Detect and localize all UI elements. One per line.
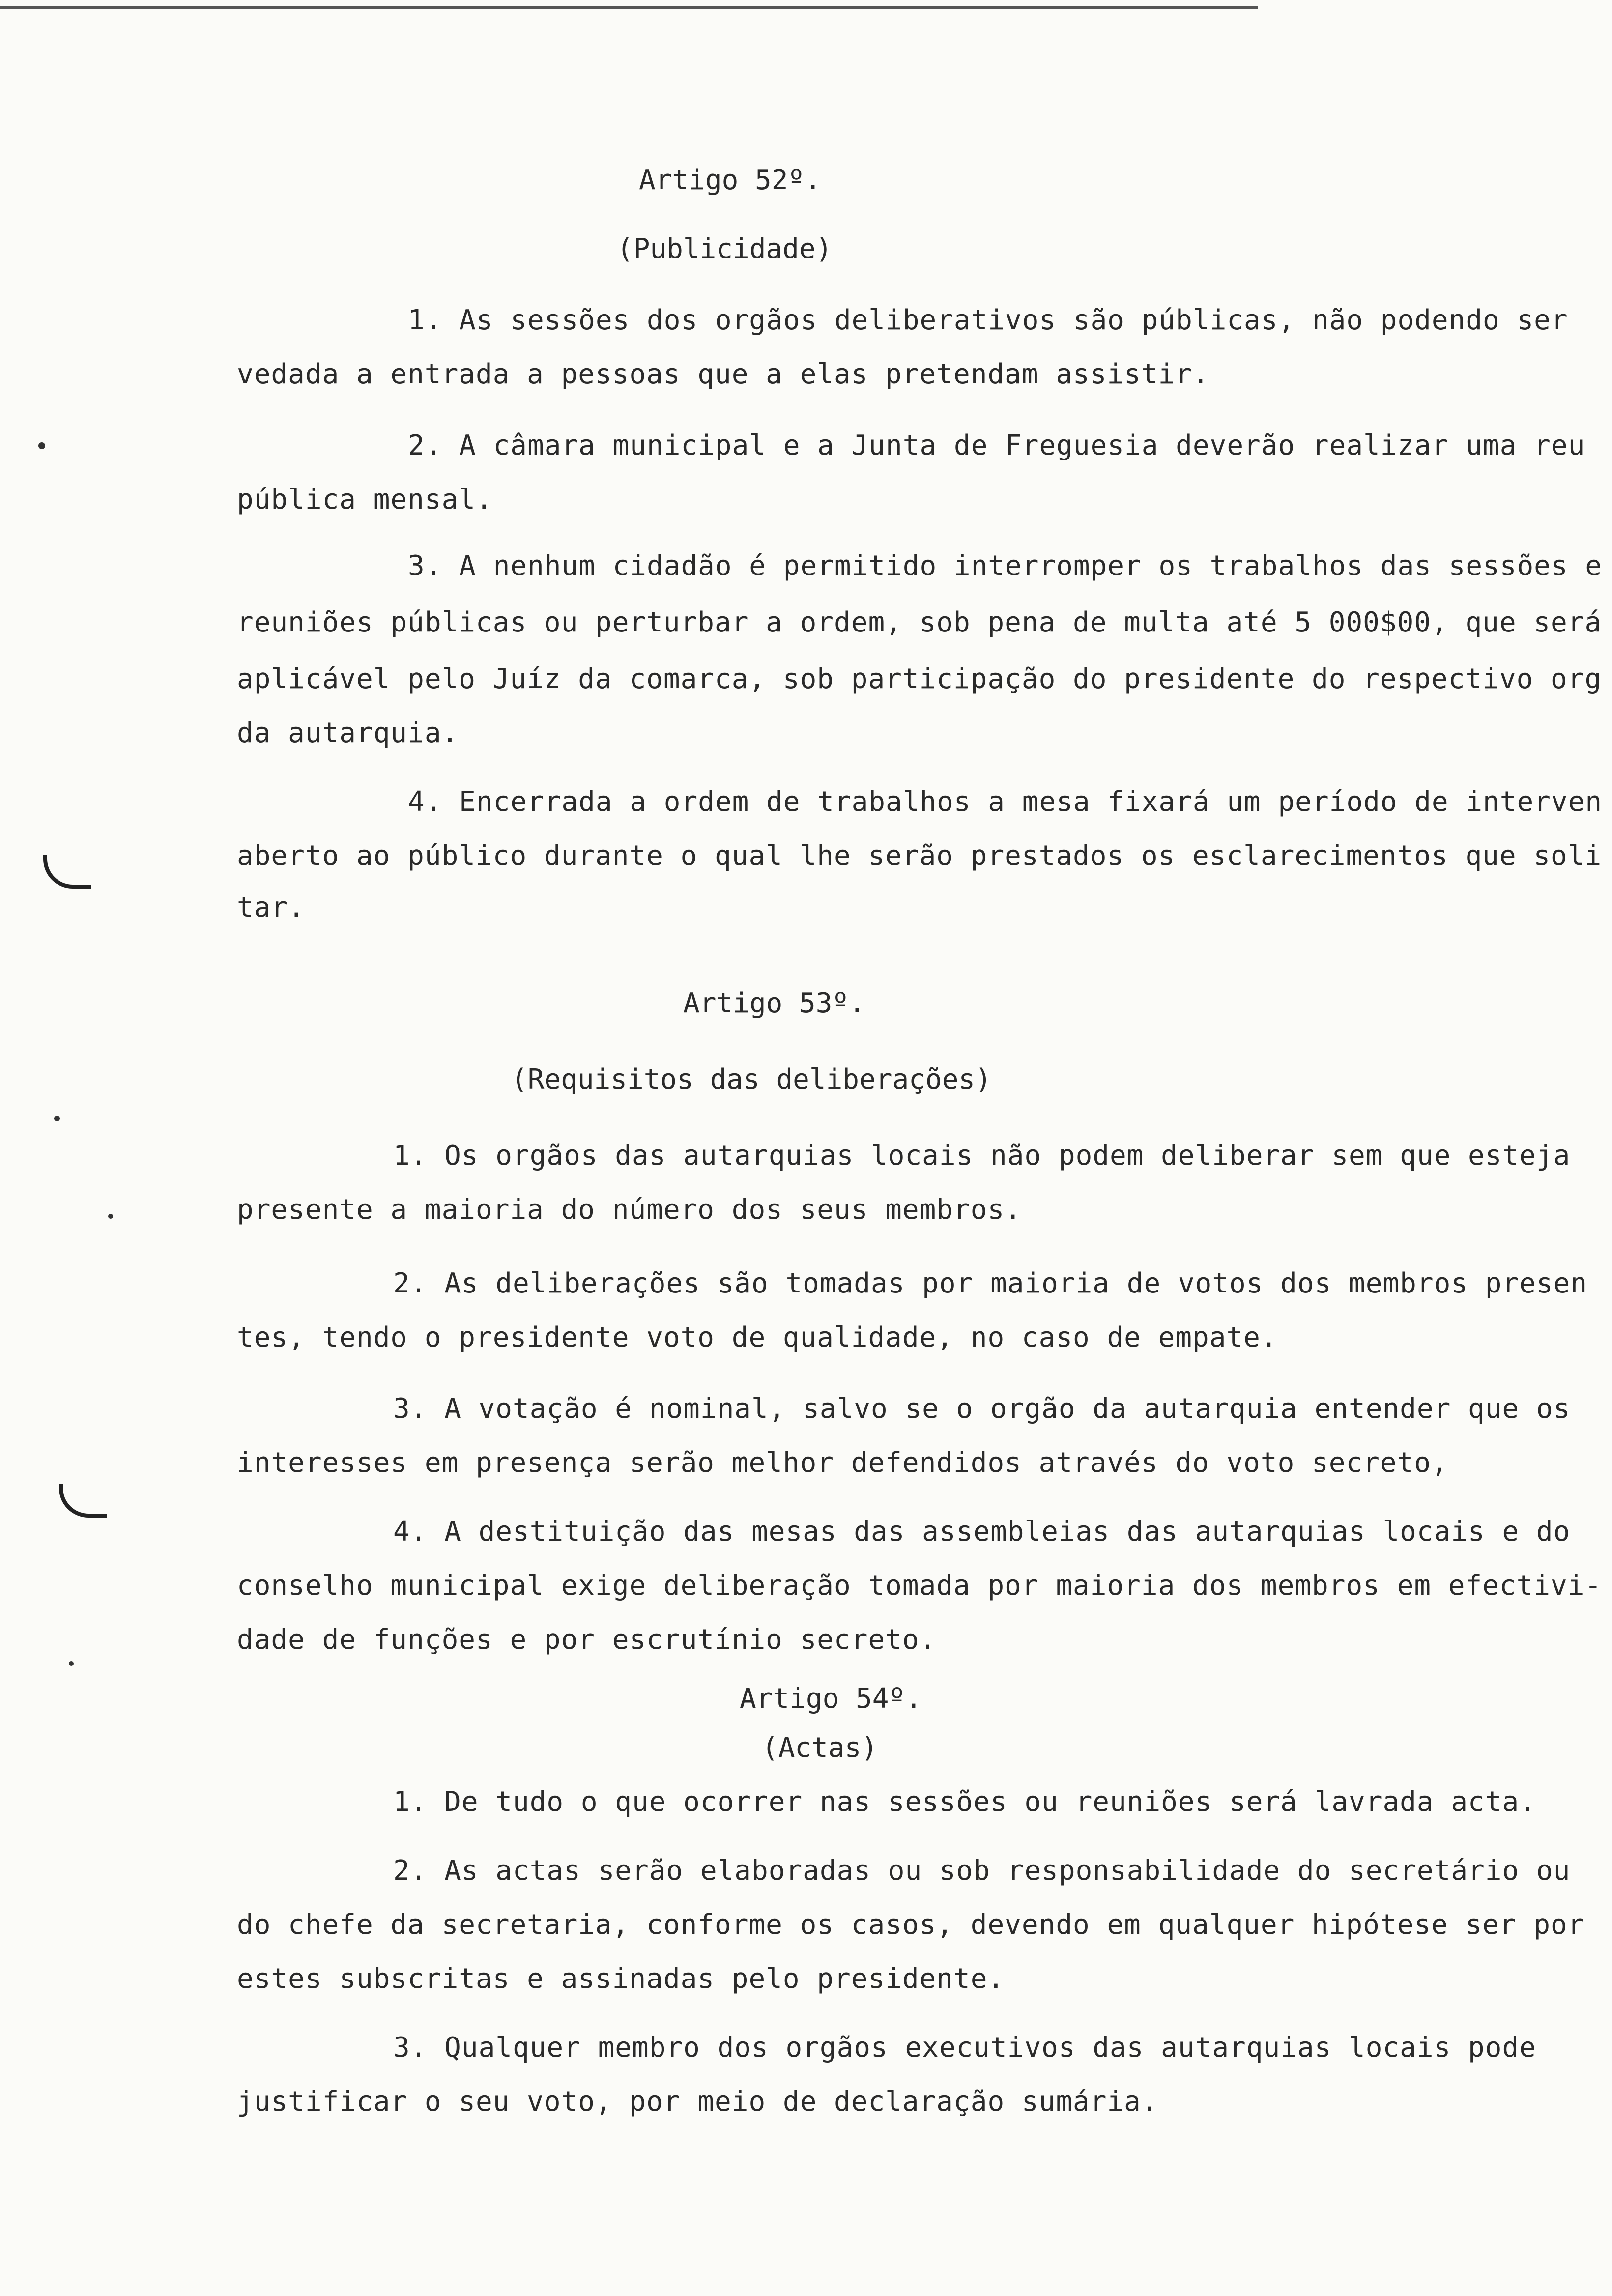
article-52-line: aplicável pelo Juíz da comarca, sob participação do presidente do respectivo org (237, 663, 1602, 695)
article-53-line: 2. As deliberações são tomadas por maioria de votos dos membros presen (393, 1267, 1588, 1299)
article-53-line: 1. Os orgãos das autarquias locais não podem deliberar sem que esteja (393, 1140, 1571, 1172)
article-53-line: tes, tendo o presidente voto de qualidade, no caso de empate. (237, 1321, 1278, 1353)
article-53-line: dade de funções e por escrutínio secreto. (237, 1624, 937, 1656)
article-52-line: pública mensal. (237, 484, 493, 516)
scan-speck (38, 442, 45, 449)
article-52-title: Artigo 52º. (639, 164, 821, 196)
article-53-title: Artigo 53º. (683, 987, 865, 1019)
article-53-line: 4. A destituição das mesas das assembleias das autarquias locais e do (393, 1516, 1571, 1548)
article-54-line: estes subscritas e assinadas pelo presidente. (237, 1963, 1005, 1995)
article-53-line: 3. A votação é nominal, salvo se o orgão da autarquia entender que os (393, 1393, 1571, 1425)
article-52-line: da autarquia. (237, 717, 459, 749)
article-52-subtitle: (Publicidade) (617, 233, 833, 265)
article-52-line: vedada a entrada a pessoas que a elas pretendam assistir. (237, 358, 1209, 390)
scan-speck (69, 1661, 74, 1666)
article-54-line: 1. De tudo o que ocorrer nas sessões ou reuniões será lavrada acta. (393, 1786, 1536, 1818)
scan-mark (59, 1484, 107, 1518)
article-53-line: presente a maioria do número dos seus membros. (237, 1194, 1022, 1226)
article-53-subtitle: (Requisitos das deliberações) (511, 1063, 992, 1095)
article-52-line: tar. (237, 891, 305, 923)
article-54-line: 2. As actas serão elaboradas ou sob responsabilidade do secretário ou (393, 1855, 1571, 1887)
article-54-line: 3. Qualquer membro dos orgãos executivos das autarquias locais pode (393, 2032, 1536, 2064)
article-54-line: justificar o seu voto, por meio de declaração sumária. (237, 2086, 1158, 2118)
article-53-line: conselho municipal exige deliberação tomada por maioria dos membros em efectivi- (237, 1570, 1602, 1602)
scan-speck (108, 1214, 113, 1219)
article-54-subtitle: (Actas) (762, 1732, 878, 1764)
article-52-line: 4. Encerrada a ordem de trabalhos a mesa fixará um período de interven (408, 786, 1603, 818)
article-52-line: reuniões públicas ou perturbar a ordem, sob pena de multa até 5 000$00, que será (237, 606, 1602, 638)
scan-top-edge (0, 6, 1258, 9)
article-52-line: 3. A nenhum cidadão é permitido interromper os trabalhos das sessões e (408, 550, 1603, 582)
article-54-line: do chefe da secretaria, conforme os casos, devendo em qualquer hipótese ser por (237, 1909, 1585, 1941)
article-54-title: Artigo 54º. (740, 1683, 922, 1715)
scan-mark (43, 855, 91, 889)
article-52-line: 2. A câmara municipal e a Junta de Freguesia deverão realizar uma reu (408, 430, 1585, 461)
article-52-line: aberto ao público durante o qual lhe serão prestados os esclarecimentos que soli (237, 840, 1602, 872)
scan-speck (54, 1116, 60, 1121)
article-53-line: interesses em presença serão melhor defendidos através do voto secreto, (237, 1447, 1448, 1479)
article-52-line: 1. As sessões dos orgãos deliberativos são públicas, não podendo ser (408, 304, 1568, 336)
